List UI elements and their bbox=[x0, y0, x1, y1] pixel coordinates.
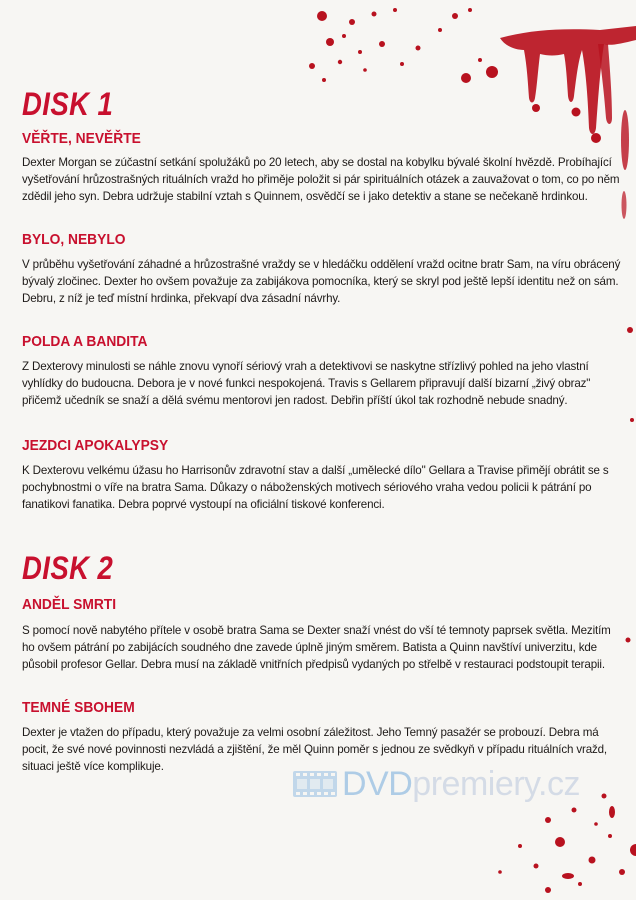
episode-synopsis: Dexter je vtažen do případu, který považuje za velmi osobní záležitost. Jeho Temný pasažér se probouzí. Debra má pocit, že své nové povinnosti nezvládá a zjištění, že měl Quinn poměr s jednou ze svědkyň v případu rituálních vražd, situaci ještě více komplikuje. bbox=[22, 726, 608, 774]
dvdpremiery-watermark bbox=[292, 764, 612, 804]
episode-title: TEMNÉ SBOHEM bbox=[22, 699, 135, 716]
episode-title: POLDA A BANDITA bbox=[22, 333, 148, 350]
disk-1-heading: DISK 1 bbox=[22, 86, 114, 122]
watermark-brand-dvd: DVD bbox=[342, 765, 413, 803]
episode-synopsis: K Dexterovu velkému úžasu ho Harrisonův zdravotní stav a další „umělecké dílo" Gellara a Travise přimějí obrátit se s pochybnostmi o víře na bratra Sama. Důkazy o náboženských motivech sériového vraha vedou policii k pátrání po fanatikovi fanatika. Debra poprvé vystoupí na oficiální tiskové konferenci. bbox=[22, 464, 609, 512]
episode-synopsis: Z Dexterovy minulosti se náhle znovu vynoří sériový vrah a detektivovi se naskytne střízlivý pohled na jeho vlastní vyhlídky do budoucna. Debora je v nové funkci nespokojená. Travis s Gellarem připravují další bizarní „živý obraz" přičemž učedník se snaží a dělá svému mentorovi jen radost. Debřin příští úkol tak rozhodně nebude snadný. bbox=[22, 360, 591, 408]
watermark-text bbox=[342, 764, 580, 804]
film-strip-icon bbox=[292, 769, 338, 799]
watermark-brand-site: premiery.cz bbox=[412, 765, 580, 803]
episode-synopsis: Dexter Morgan se zúčastní setkání spolužáků po 20 letech, aby se dostal na kobylku bývalé školní hvězdě. Probíhající vyšetřování hrůzostrašných rituálních vražd ho přiměje položit si pár spirituálních otázek a zauvažovat o tom, co po něm zdědil jeho syn. Debra udržuje stabilní vztah s Quinnem, osvědčí se i jako detektiv a stane se nečekaně hrdinkou. bbox=[22, 156, 620, 204]
episode-title: VĚŘTE, NEVĚŘTE bbox=[22, 130, 141, 147]
disk-2-heading: DISK 2 bbox=[22, 550, 114, 586]
episode-title: ANDĚL SMRTI bbox=[22, 596, 117, 613]
episode-synopsis: V průběhu vyšetřování záhadné a hrůzostrašné vraždy se v hledáčku oddělení vražd ocitne bratr Sam, na víru obrácený bývalý zločinec. Dexter ho ovšem považuje za zabijákova pomocníka, který se skryl pod ještě lepší identitu než on sám. Debru, z níž je teď místní hrdinka, překvapí dva zásadní návrhy. bbox=[22, 258, 621, 306]
episode-title: BYLO, NEBYLO bbox=[22, 231, 126, 248]
episode-synopsis: S pomocí nově nabytého přítele v osobě bratra Sama se Dexter snaží vnést do vší té temnoty paprsek světla. Mezitím ho ovšem pátrání po zabijácích soudného dne zavede úplně jiným směrem. Batista a Quinn navštíví univerzitu, kde působil profesor Gellar. Debra musí na základě vnitřních předpisů vydaných po střelbě v restauraci podstoupit terapii. bbox=[22, 624, 611, 672]
episode-title: JEZDCI APOKALYPSY bbox=[22, 437, 169, 454]
